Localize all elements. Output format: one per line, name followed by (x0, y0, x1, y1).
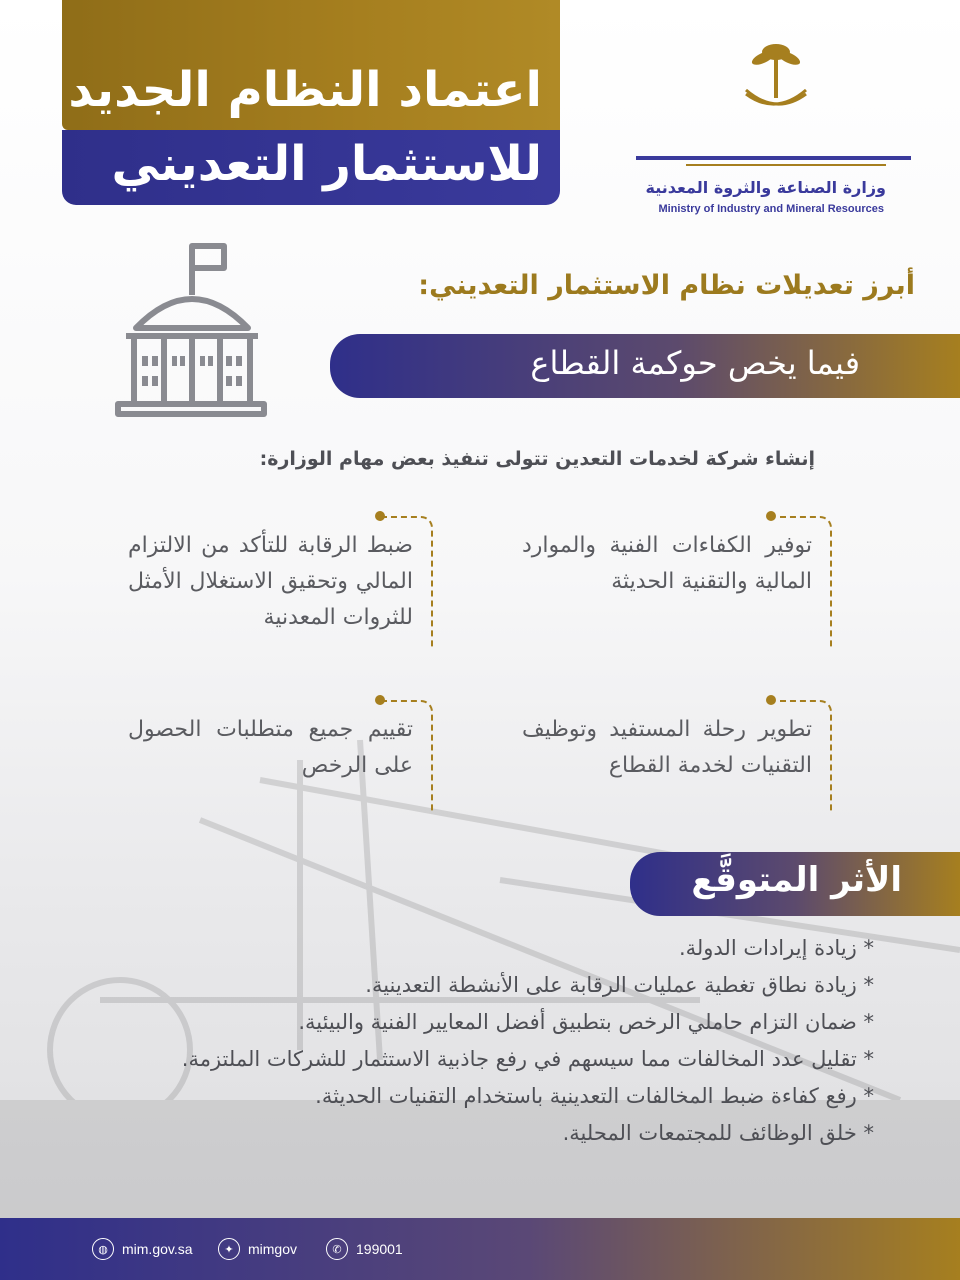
bullet-dot-icon (766, 511, 776, 521)
item-text: ضبط الرقابة للتأكد من الالتزام المالي وتحقيق الاستغلال الأمثل للثروات المعدنية (128, 533, 413, 630)
ministry-name-arabic: وزارة الصناعة والثروة المعدنية (645, 178, 886, 197)
list-item (522, 528, 812, 600)
government-building-icon (112, 240, 270, 420)
section-heading: أبرز تعديلات نظام الاستثمار التعديني: (418, 270, 915, 301)
intro-text: إنشاء شركة لخدمات التعدين تتولى تنفيذ بعض مهام الوزارة: (259, 448, 815, 470)
dashed-bracket (780, 700, 832, 812)
phone-label: 199001 (356, 1241, 403, 1257)
ministry-name-english: Ministry of Industry and Mineral Resources (658, 203, 884, 215)
subheading-banner (330, 334, 960, 398)
footer-website[interactable] (92, 1238, 193, 1260)
title-block (62, 0, 560, 205)
phone-icon: ✆ (326, 1238, 348, 1260)
twitter-label: mimgov (248, 1241, 298, 1257)
impact-banner (630, 852, 960, 916)
palm-swords-emblem-icon (741, 38, 811, 118)
list-item (128, 712, 413, 784)
impact-item: * ضمان التزام حاملي الرخص بتطبيق أفضل المعايير الفنية والبيئية. (298, 1010, 874, 1034)
subheading-text: فيما يخص حوكمة القطاع (530, 344, 860, 382)
dashed-bracket (780, 516, 832, 648)
bullet-dot-icon (766, 695, 776, 705)
logo-divider-navy (636, 156, 911, 160)
globe-icon: ◍ (92, 1238, 114, 1260)
impact-title: الأثر المتوقَّع (691, 860, 902, 900)
title-blue-band (62, 130, 560, 205)
footer-phone[interactable] (326, 1238, 403, 1260)
bullet-dot-icon (375, 695, 385, 705)
dashed-bracket (381, 516, 433, 648)
logo-divider-gold (686, 164, 886, 166)
list-item (128, 528, 413, 636)
item-text: تقييم جميع متطلبات الحصول على الرخص (128, 717, 413, 778)
impact-list (74, 930, 874, 1152)
impact-item: * زيادة نطاق تغطية عمليات الرقابة على الأنشطة التعدينية. (365, 973, 874, 997)
website-label: mim.gov.sa (122, 1241, 193, 1257)
list-item (522, 712, 812, 784)
title-gold-band (62, 0, 560, 130)
item-text: توفير الكفاءات الفنية والموارد المالية والتقنية الحديثة (522, 533, 812, 594)
footer-twitter[interactable] (218, 1238, 297, 1260)
item-text: تطوير رحلة المستفيد وتوظيف التقنيات لخدمة القطاع (522, 717, 812, 778)
ministry-logo (636, 38, 916, 215)
impact-item: * رفع كفاءة ضبط المخالفات التعدينية باستخدام التقنيات الحديثة. (315, 1084, 874, 1108)
bullet-dot-icon (375, 511, 385, 521)
title-line-1: اعتماد النظام الجديد (68, 62, 542, 118)
dashed-bracket (381, 700, 433, 812)
impact-item: * تقليل عدد المخالفات مما سيسهم في رفع جاذبية الاستثمار للشركات الملتزمة. (181, 1047, 874, 1071)
twitter-icon: ✦ (218, 1238, 240, 1260)
impact-item: * زيادة إيرادات الدولة. (678, 936, 874, 960)
footer-bar (0, 1218, 960, 1280)
impact-item: * خلق الوظائف للمجتمعات المحلية. (562, 1121, 874, 1145)
title-line-2: للاستثمار التعديني (111, 136, 542, 192)
